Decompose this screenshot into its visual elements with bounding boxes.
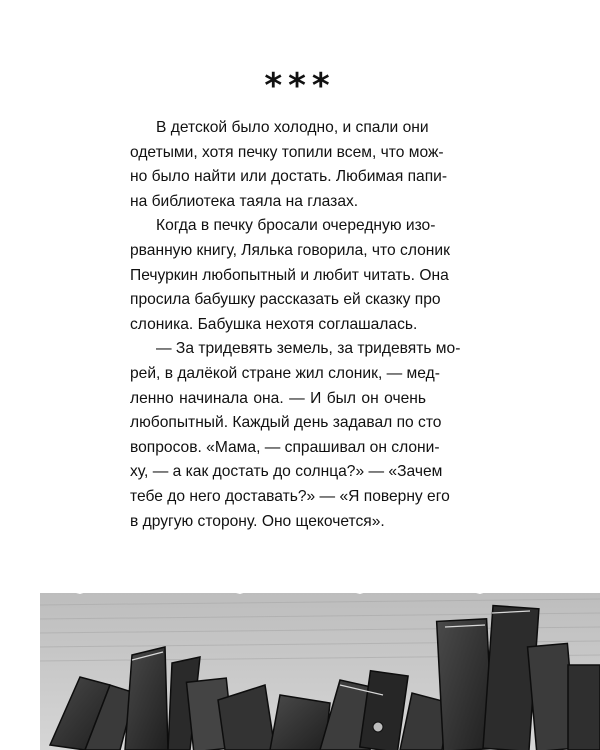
paragraph-3 [130, 337, 461, 534]
book-icon [125, 647, 168, 750]
paragraph-1 [130, 116, 448, 214]
story-text [130, 116, 461, 534]
text-line: на библиотека таяла на глазах. [130, 192, 359, 210]
text-line: рванную книгу, Лялька говорила, что слоник [130, 241, 450, 259]
book-emblem-icon [373, 722, 383, 732]
text-line: Печуркин любопытный и любит читать. Она [130, 266, 449, 284]
text-line: одетыми, хотя печку топили всем, что мож- [130, 143, 444, 161]
text-line: Когда в печку бросали очередную изо- [156, 217, 436, 235]
text-line: рей, в далёкой стране жил слоник, — мед- [130, 364, 440, 382]
text-line: — За тридевять земель, за тридевять мо- [156, 340, 461, 358]
text-line: ху, — а как достать до солнца?» — «Зачем [130, 463, 443, 481]
text-line: ленно начинала она. — И был он очень [130, 389, 426, 407]
text-line: в другую сторону. Оно щекочется». [130, 512, 385, 530]
books-pile-illustration [40, 585, 600, 750]
text-line: просила бабушку рассказать ей сказку про [130, 291, 441, 309]
book-icon [270, 695, 330, 750]
text-line: тебе до него доставать?» — «Я поверну его [130, 487, 450, 505]
illustration-top-edge [40, 585, 600, 594]
text-line: но было найти или достать. Любимая папи- [130, 168, 448, 186]
text-line: вопросов. «Мама, — спрашивал он слони- [130, 438, 440, 456]
paragraph-2 [130, 214, 450, 337]
text-line: любопытный. Каждый день задавал по сто [130, 414, 442, 432]
section-separator: *** [264, 66, 336, 106]
text-line: слоника. Бабушка нехотя соглашалась. [130, 315, 418, 333]
book-icon [568, 665, 600, 750]
text-line: В детской было холодно, и спали они [156, 119, 429, 136]
